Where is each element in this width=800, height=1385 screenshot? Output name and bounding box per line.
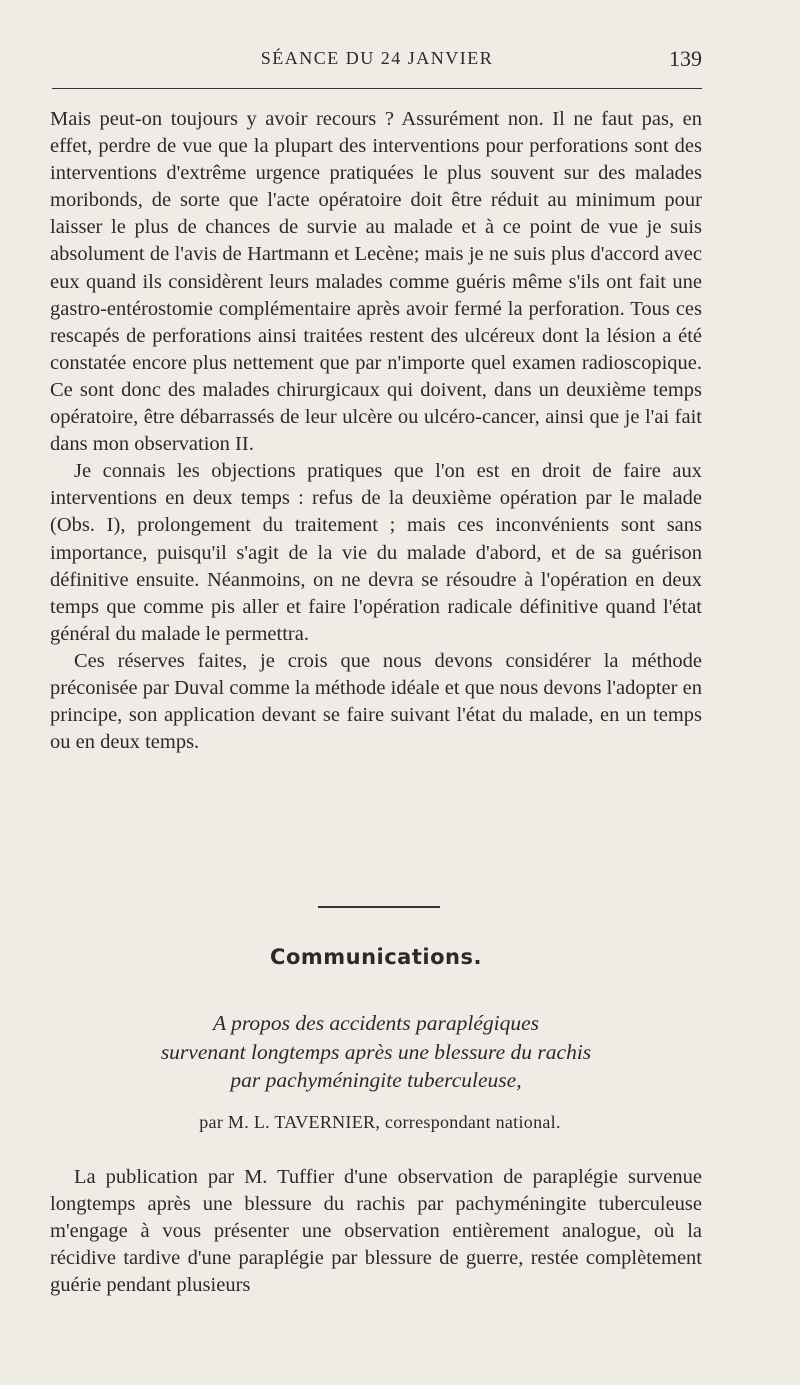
article-title-line: A propos des accidents paraplégiques (212, 1011, 540, 1035)
article-title-line: par pachyméningite tuberculeuse, (230, 1068, 522, 1092)
article-text (50, 1164, 702, 1299)
header-rule (52, 88, 702, 89)
page-number: 139 (669, 46, 702, 71)
discussion-text (50, 106, 702, 756)
running-title: SÉANCE DU 24 JANVIER (260, 48, 494, 68)
article-title-line: survenant longtemps après une blessure du rachis (160, 1039, 592, 1064)
paragraph: Je connais les objections pratiques que l'on est en droit de faire aux interventions en deux temps : refus de la deuxième opération par le malade (Obs. I), prolongement du traitement ; mais ces inconvénients sont sans importance, puisqu'il s'agit de la vie du malade d'abord, et de sa guérison définitive ensuite. Néanmoins, on ne devra se résoudre à l'opération en deux temps que comme pis aller et faire l'opération radicale définitive quand l'état général du malade le permettra. (50, 460, 702, 645)
paragraph: Mais peut-on toujours y avoir recours ? Assurément non. Il ne faut pas, en effet, perdre de vue que la plupart des interventions pour perforations sont des interventions d'extrême urgence pratiquées le plus souvent sur des malades moribonds, de sorte que l'acte opératoire doit être réduit au minimum pour laisser le plus de chances de survie au malade et à ce point de vue je suis absolument de l'avis de Hartmann et Lecène; mais je ne suis plus d'accord avec eux quand ils considèrent leurs malades comme guéris même s'ils ont fait une gastro-entérostomie complémentaire après avoir fermé la perforation. Tous ces rescapés de perforations ainsi traitées restent des ulcéreux dont la lésion a été constatée encore plus nettement que par n'importe quel examen radioscopique. Ce sont donc des malades chirurgicaux qui doivent, dans un deuxième temps opératoire, être débarrassés de leur ulcère ou ulcéro-cancer, ainsi que je l'ai fait dans mon observation II. (50, 108, 702, 456)
paragraph: La publication par M. Tuffier d'une observation de paraplégie survenue longtemps après une blessure du rachis par pachyméningite tuberculeuse m'engage à vous présenter une observation entièrement analogue, où la récidive tardive d'une paraplégie par blessure de guerre, restée complètement guérie pendant plusieurs (50, 1166, 702, 1297)
paragraph: Ces réserves faites, je crois que nous devons considérer la méthode préconisée par Duval comme la méthode idéale et que nous devons l'adopter en principe, son application devant se faire suivant l'état du malade, en un temps ou en deux temps. (50, 649, 702, 754)
running-head (52, 46, 702, 76)
section-divider (318, 906, 440, 908)
section-title: Communications. (270, 945, 482, 969)
article-title (0, 1009, 752, 1095)
author-byline: par M. L. TAVERNIER, correspondant national. (199, 1112, 561, 1132)
